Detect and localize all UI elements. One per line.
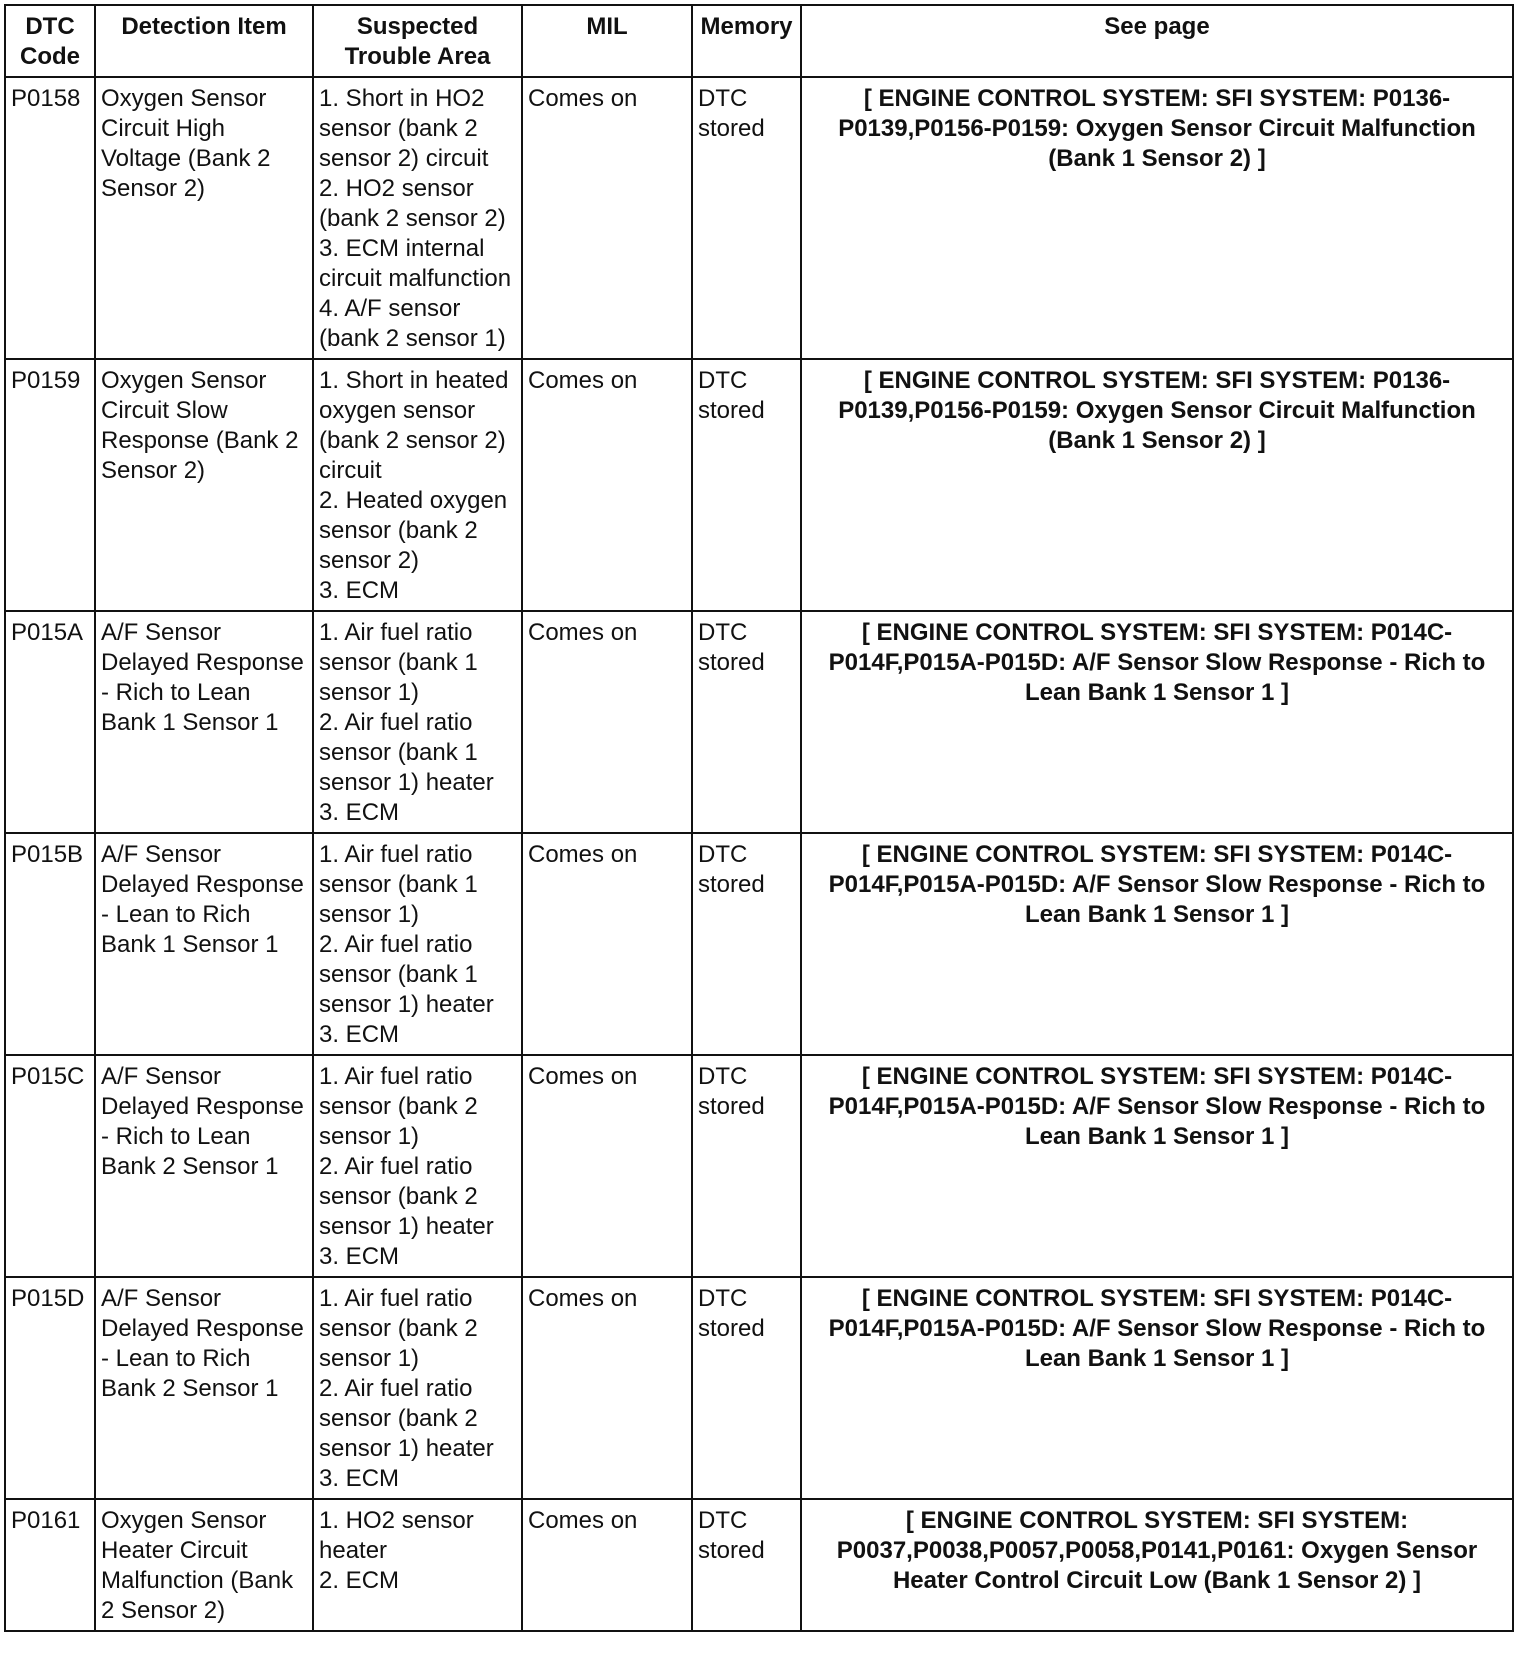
- trouble-area-item: 2. Air fuel ratio sensor (bank 1 sensor 1) heater: [319, 709, 494, 796]
- mil-cell: Comes on: [522, 1499, 692, 1631]
- trouble-area-item: 2. Air fuel ratio sensor (bank 2 sensor 1) heater: [319, 1375, 494, 1462]
- trouble-area-item: 2. Air fuel ratio sensor (bank 2 sensor 1) heater: [319, 1153, 494, 1240]
- suspected-trouble-area-cell: [313, 1055, 522, 1277]
- trouble-area-item: 1. Short in HO2 sensor (bank 2 sensor 2) circuit: [319, 85, 489, 172]
- table-row: [5, 1499, 1513, 1631]
- trouble-area-item: 1. Air fuel ratio sensor (bank 2 sensor 1): [319, 1285, 478, 1372]
- mil-cell: Comes on: [522, 1277, 692, 1499]
- trouble-area-item: 1. Air fuel ratio sensor (bank 1 sensor 1): [319, 841, 478, 928]
- memory-cell: DTC stored: [692, 1055, 801, 1277]
- suspected-trouble-area-cell: [313, 611, 522, 833]
- detection-item-cell: A/F Sensor Delayed Response - Rich to Lean Bank 1 Sensor 1: [95, 611, 313, 833]
- suspected-trouble-area-cell: [313, 833, 522, 1055]
- detection-item-cell: Oxygen Sensor Circuit Slow Response (Bank 2 Sensor 2): [95, 359, 313, 611]
- memory-cell: DTC stored: [692, 1277, 801, 1499]
- dtc-code-cell: P015D: [5, 1277, 95, 1499]
- detection-item-cell: Oxygen Sensor Heater Circuit Malfunction (Bank 2 Sensor 2): [95, 1499, 313, 1631]
- dtc-code-cell: P015B: [5, 833, 95, 1055]
- dtc-code-cell: P0159: [5, 359, 95, 611]
- trouble-area-item: 3. ECM: [319, 1243, 400, 1270]
- header-mil: [522, 5, 692, 77]
- trouble-area-item: 4. A/F sensor (bank 2 sensor 1): [319, 295, 506, 352]
- suspected-trouble-area-cell: [313, 1499, 522, 1631]
- memory-cell: DTC stored: [692, 77, 801, 359]
- see-page-reference: [ ENGINE CONTROL SYSTEM: SFI SYSTEM: P014C-P014F,P015A-P015D: A/F Sensor Slow Response - Rich to Lean Bank 1 Sensor 1 ]: [801, 1277, 1513, 1499]
- detection-item-cell: A/F Sensor Delayed Response - Lean to Rich Bank 1 Sensor 1: [95, 833, 313, 1055]
- trouble-area-item: 3. ECM: [319, 799, 400, 826]
- table-body: [5, 77, 1513, 1631]
- detection-item-cell: A/F Sensor Delayed Response - Lean to Rich Bank 2 Sensor 1: [95, 1277, 313, 1499]
- mil-cell: Comes on: [522, 77, 692, 359]
- mil-cell: Comes on: [522, 611, 692, 833]
- memory-cell: DTC stored: [692, 359, 801, 611]
- table-row: [5, 1055, 1513, 1277]
- header-mil-label: MIL: [586, 13, 628, 40]
- dtc-code-cell: P0158: [5, 77, 95, 359]
- dtc-code-cell: P015C: [5, 1055, 95, 1277]
- trouble-area-item: 1. Air fuel ratio sensor (bank 2 sensor 1): [319, 1063, 478, 1150]
- see-page-reference: [ ENGINE CONTROL SYSTEM: SFI SYSTEM: P014C-P014F,P015A-P015D: A/F Sensor Slow Response - Rich to Lean Bank 1 Sensor 1 ]: [801, 611, 1513, 833]
- memory-cell: DTC stored: [692, 1499, 801, 1631]
- header-memory: [692, 5, 801, 77]
- mil-cell: Comes on: [522, 359, 692, 611]
- suspected-trouble-area-cell: [313, 359, 522, 611]
- see-page-reference: [ ENGINE CONTROL SYSTEM: SFI SYSTEM: P014C-P014F,P015A-P015D: A/F Sensor Slow Response - Rich to Lean Bank 1 Sensor 1 ]: [801, 1055, 1513, 1277]
- table-row: [5, 77, 1513, 359]
- trouble-area-item: 1. Air fuel ratio sensor (bank 1 sensor 1): [319, 619, 478, 706]
- mil-cell: Comes on: [522, 833, 692, 1055]
- table-row: [5, 1277, 1513, 1499]
- trouble-area-item: 3. ECM internal circuit malfunction: [319, 235, 512, 292]
- trouble-area-item: 3. ECM: [319, 1465, 400, 1492]
- trouble-area-item: 2. Heated oxygen sensor (bank 2 sensor 2): [319, 487, 508, 574]
- detection-item-cell: A/F Sensor Delayed Response - Rich to Lean Bank 2 Sensor 1: [95, 1055, 313, 1277]
- header-see-page-label: See page: [1104, 13, 1210, 40]
- header-suspected-trouble-area: [313, 5, 522, 77]
- trouble-area-item: 3. ECM: [319, 1021, 400, 1048]
- header-suspected-trouble-area-label: Suspected Trouble Area: [344, 13, 491, 70]
- header-detection-item-label: Detection Item: [121, 13, 287, 40]
- see-page-reference: [ ENGINE CONTROL SYSTEM: SFI SYSTEM: P0136-P0139,P0156-P0159: Oxygen Sensor Circuit Malfunction (Bank 1 Sensor 2) ]: [801, 359, 1513, 611]
- header-dtc-code-label: DTC Code: [20, 13, 80, 70]
- memory-cell: DTC stored: [692, 611, 801, 833]
- dtc-table: [4, 4, 1514, 1632]
- table-row: [5, 359, 1513, 611]
- header-memory-label: Memory: [700, 13, 793, 40]
- see-page-reference: [ ENGINE CONTROL SYSTEM: SFI SYSTEM: P0136-P0139,P0156-P0159: Oxygen Sensor Circuit Malfunction (Bank 1 Sensor 2) ]: [801, 77, 1513, 359]
- see-page-reference: [ ENGINE CONTROL SYSTEM: SFI SYSTEM: P014C-P014F,P015A-P015D: A/F Sensor Slow Response - Rich to Lean Bank 1 Sensor 1 ]: [801, 833, 1513, 1055]
- table-header: [5, 5, 1513, 77]
- memory-cell: DTC stored: [692, 833, 801, 1055]
- header-row: [5, 5, 1513, 77]
- trouble-area-item: 2. ECM: [319, 1567, 400, 1594]
- table-row: [5, 611, 1513, 833]
- header-see-page: [801, 5, 1513, 77]
- trouble-area-item: 1. HO2 sensor heater: [319, 1507, 474, 1564]
- trouble-area-item: 2. HO2 sensor (bank 2 sensor 2): [319, 175, 506, 232]
- trouble-area-item: 3. ECM: [319, 577, 400, 604]
- trouble-area-item: 1. Short in heated oxygen sensor (bank 2 sensor 2) circuit: [319, 367, 509, 484]
- see-page-reference: [ ENGINE CONTROL SYSTEM: SFI SYSTEM: P0037,P0038,P0057,P0058,P0141,P0161: Oxygen Sensor Heater Control Circuit Low (Bank 1 Sensor 2) ]: [801, 1499, 1513, 1631]
- mil-cell: Comes on: [522, 1055, 692, 1277]
- header-dtc-code: [5, 5, 95, 77]
- dtc-code-cell: P015A: [5, 611, 95, 833]
- suspected-trouble-area-cell: [313, 77, 522, 359]
- trouble-area-item: 2. Air fuel ratio sensor (bank 1 sensor 1) heater: [319, 931, 494, 1018]
- header-detection-item: [95, 5, 313, 77]
- table-row: [5, 833, 1513, 1055]
- suspected-trouble-area-cell: [313, 1277, 522, 1499]
- dtc-code-cell: P0161: [5, 1499, 95, 1631]
- detection-item-cell: Oxygen Sensor Circuit High Voltage (Bank 2 Sensor 2): [95, 77, 313, 359]
